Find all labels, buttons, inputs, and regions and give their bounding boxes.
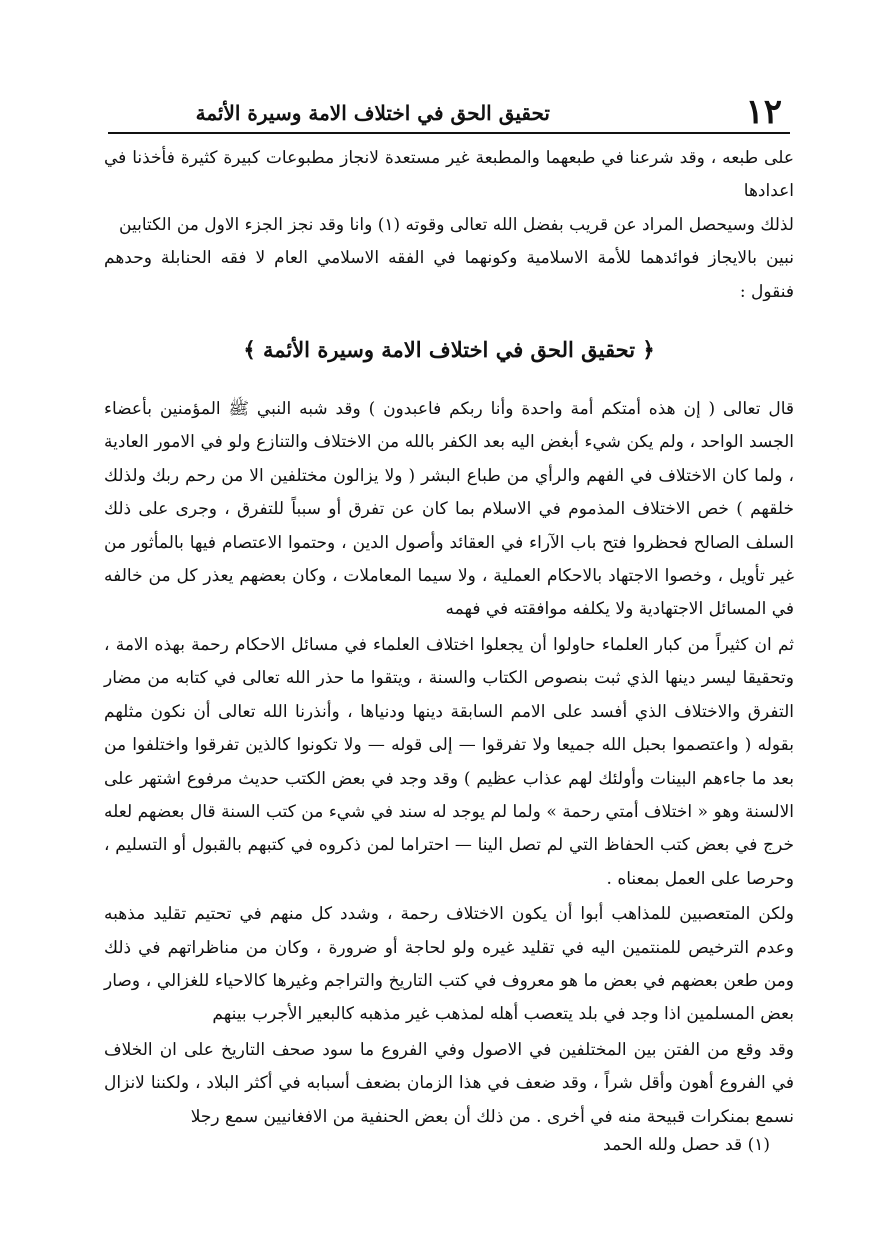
- section-heading: ﴿ تحقيق الحق في اختلاف الامة وسيرة الأئمة ﴾: [243, 337, 655, 363]
- footnote: (١) قد حصل ولله الحمد: [603, 1135, 770, 1155]
- page-number: ١٢: [745, 92, 782, 132]
- main-text: [104, 142, 794, 1134]
- intro-line: على طبعه ، وقد شرعنا في طبعهما والمطبعة غير مستعدة لانجاز مطبوعات كبيرة كثيرة فأخذنا في اعدادها: [104, 148, 794, 202]
- page-header: [108, 92, 790, 134]
- paragraph: قال تعالى ( إن هذه أمتكم أمة واحدة وأنا ربكم فاعبدون ) وقد شبه النبي ﷺ المؤمنين بأعضاء الجسد الواحد ، ولم يكن شيء أبغض اليه بعد الكفر بالله من الاختلاف والتنازع ولو في الامور العادية ، ولما كان الاختلاف في الفهم والرأي من طباع البشر ( ولا يزالون مختلفين الا من رحم ربك ولذلك خلقهم ) خص الاختلاف المذموم في الاسلام بما كان عن تفرق أو سبباً للتفرق ، وجرى على ذلك السلف الصالح فحظروا فتح باب الآراء في العقائد وأصول الدين ، وحتموا الاعتصام فيها بالمأثور من غير تأويل ، وخصوا الاجتهاد بالاحكام العملية ، ولا سيما المعاملات ، وكان بعضهم يعذر كل من خالفه في المسائل الاجتهادية ولا يكلفه موافقته في فهمه: [104, 399, 795, 620]
- paragraph: ثم ان كثيراً من كبار العلماء حاولوا أن يجعلوا اختلاف العلماء في مسائل الاحكام رحمة بهذه الامة ، وتحقيقا ليسر دينها الذي ثبت بنصوص الكتاب والسنة ، ويتقوا ما حذر الله تعالى في كتابه من مضار التفرق والاختلاف الذي أفسد على الامم السابقة دينها ودنياها ، وأنذرنا الله تعالى أن نكون مثلهم بقوله ( واعتصموا بحبل الله جميعا ولا تفرقوا — إلى قوله — ولا تكونوا كالذين تفرقوا واختلفوا من بعد ما جاءهم البينات وأولئك لهم عذاب عظيم ) وقد وجد في بعض الكتب حديث مرفوع اشتهر على الالسنة وهو « اختلاف أمتي رحمة » ولما لم يوجد له سند في شيء من كتب السنة قال بعضهم لعله خرج في بعض كتب الحفاظ التي لم تصل الينا — احتراما لمن ذكروه في كتبهم بالقبول أو التسليم ، وحرصا على العمل بمعناه .: [104, 634, 794, 889]
- intro-line: لذلك وسيحصل المراد عن قريب بفضل الله تعالى وقوته (١) وانا وقد نجز الجزء الاول من الكتابين: [119, 214, 794, 235]
- intro-line: نبين بالايجاز فوائدهما للأمة الاسلامية وكونهما في الفقه الاسلامي العام لا فقه الحنابلة وحدهم فنقول :: [104, 248, 794, 302]
- running-title: تحقيق الحق في اختلاف الامة وسيرة الأئمة: [195, 101, 550, 125]
- paragraph: وقد وقع من الفتن بين المختلفين في الاصول وفي الفروع ما سود صحف التاريخ على ان الخلاف في الفروع أهون وأقل شراً ، وقد ضعف في هذا الزمان بضعف أسبابه في أكثر البلاد ، ولكننا لانزال نسمع بمنكرات قبيحة منه في أخرى . من ذلك أن بعض الحنفية من الافغانيين سمع رجلا: [104, 1039, 794, 1127]
- paragraph: ولكن المتعصبين للمذاهب أبوا أن يكون الاختلاف رحمة ، وشدد كل منهم في تحتيم تقليد مذهبه وعدم الترخيص للمنتمين اليه في تقليد غيره ولو لحاجة أو ضرورة ، وكان من مناظراتهم في ذلك ومن طعن بعضهم في بعض ما هو معروف في كتب التاريخ والتراجم وغيرها كالاحياء للغزالي ، وصار بعض المسلمين اذا وجد في بلد يتعصب أهله لمذهب غير مذهبه كالبعير الأجرب بينهم: [104, 904, 794, 1025]
